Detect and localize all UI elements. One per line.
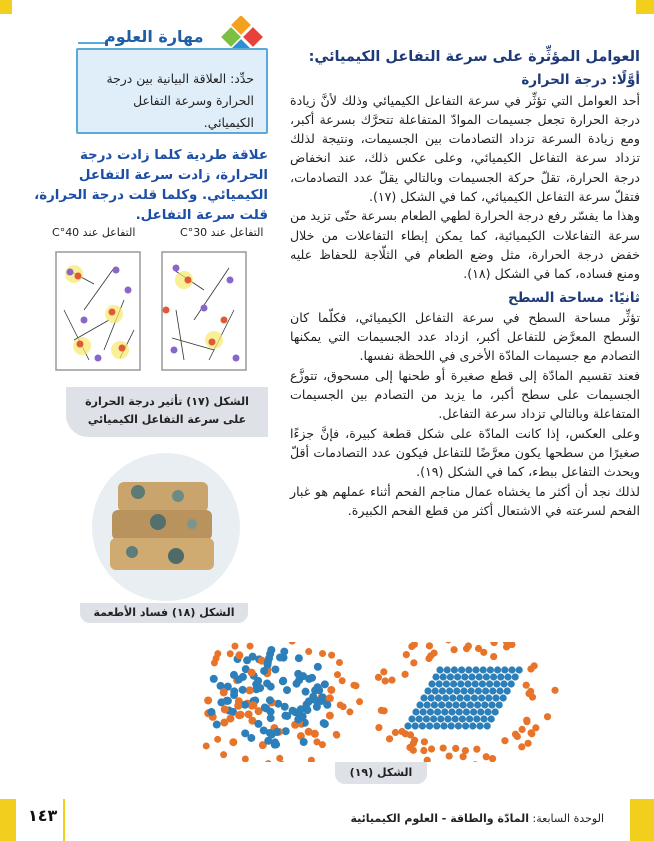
page-title: العوامل المؤثِّرة على سرعة التفاعل الكيميائي: xyxy=(308,49,640,65)
main-text-column xyxy=(290,48,640,520)
figure17-caption-line2: على سرعة التفاعل الكيميائي xyxy=(87,413,247,426)
figure19-caption: الشكل (١٩) xyxy=(335,762,427,784)
footer-unit-name: المادّة والطاقة - العلوم الكيميائية xyxy=(350,812,530,825)
section2-paragraph4: لذلك نجد أن أكثر ما يخشاه عمال مناجم الفحم أثناء عملهم هو غبار الفحم لسرعته في الاشتعال أكثر من قطع الفحم الكبيرة. xyxy=(290,483,640,518)
skill-title: مهارة العلوم xyxy=(104,27,204,46)
section1-heading: أوَّلًا: درجة الحرارة xyxy=(521,72,640,89)
figure17-particles xyxy=(54,250,254,386)
section2-paragraph3: وعلى العكس، إذا كانت المادّة على شكل قطعة كبيرة، فإنَّ جزءًا صغيرًا من سطحها يكون معرَّضًا للتفاعل فيكون عدد التصادمات أقلّ ويحدث التفاعل ببطء، كما في الشكل (١٩). xyxy=(290,425,640,480)
figure19-surface-area xyxy=(200,642,560,762)
figure17-labels xyxy=(48,226,270,246)
footer-unit-text xyxy=(351,812,605,825)
section2-heading: ثانيًا: مساحة السطح xyxy=(508,289,640,306)
section2-paragraph2: فعند تقسيم المادّة إلى قطع صغيرة أو طحنها إلى مسحوق، تتوزَّع الجسيمات على سطح أكبر، ما يزيد من التصادم بين الجسيمات المتفاعلة وبالتالي تزداد سرعة التفاعل. xyxy=(290,367,640,422)
label-30c: التفاعل عند 30°C xyxy=(180,226,264,239)
section1-paragraph1: أحد العوامل التي تؤثِّر في سرعة التفاعل الكيميائي وذلك لأنَّ زيادة درجة الحرارة تجعل جسيمات الموادّ المتفاعلة تتحرَّك بسرعة أكبر، ومع زيادة السرعة تزداد التصادمات بين الجسيمات، ونتيجة لذلك تزداد سرعة التفاعل الكيميائي، وعلى عكس ذلك، عند انخفاض درجة الحرارة، تقلّ حركة الجسيمات وبالتالي يقلّ عدد التصادمات، فتقلّ سرعة التفاعل الكيميائي، كما في الشكل (١٧). xyxy=(290,92,640,205)
label-40c: التفاعل عند 40°C xyxy=(52,226,136,239)
page-number: ١٤٣ xyxy=(28,806,58,825)
section1-paragraph2: وهذا ما يفسّر رفع درجة الحرارة لطهي الطعام بسرعة حتّى تزيد من سرعة التفاعلات الكيميائية، كما يمكن إبطاء التفاعلات من خلال خفض درجة الحرارة، مثل وضع الطعام في الثلّاجة للحفاظ عليه ومنع فساده، كما في الشكل (١٨). xyxy=(290,208,640,282)
figure17-caption-line1: الشكل (١٧) تأثير درجة الحرارة xyxy=(85,395,249,408)
top-bar xyxy=(0,0,654,14)
footer-unit: الوحدة السابعة: xyxy=(532,812,604,825)
figure17-caption xyxy=(66,387,268,437)
figure18-caption: الشكل (١٨) فساد الأطعمة xyxy=(80,603,248,623)
relation-answer: علاقة طردية كلما زادت درجة الحرارة، زادت سرعة التفاعل الكيميائي. وكلما قلت درجة الحرارة، قلت سرعة التفاعل. xyxy=(34,148,268,223)
skill-text: حدِّد: العلاقة البيانية بين درجة الحرارة وسرعة التفاعل الكيميائي. xyxy=(106,71,254,130)
moldy-bread-image xyxy=(88,452,244,602)
section2-paragraph1: تؤثِّر مساحة السطح في سرعة التفاعل الكيميائي، فكلّما كان السطح المعرَّض للتفاعل أكبر، ازداد عدد الجسيمات التي يمكنها التصادم مع جسيمات المادّة الأخرى في اللحظة نفسها. xyxy=(290,309,640,364)
skill-box xyxy=(76,48,268,134)
